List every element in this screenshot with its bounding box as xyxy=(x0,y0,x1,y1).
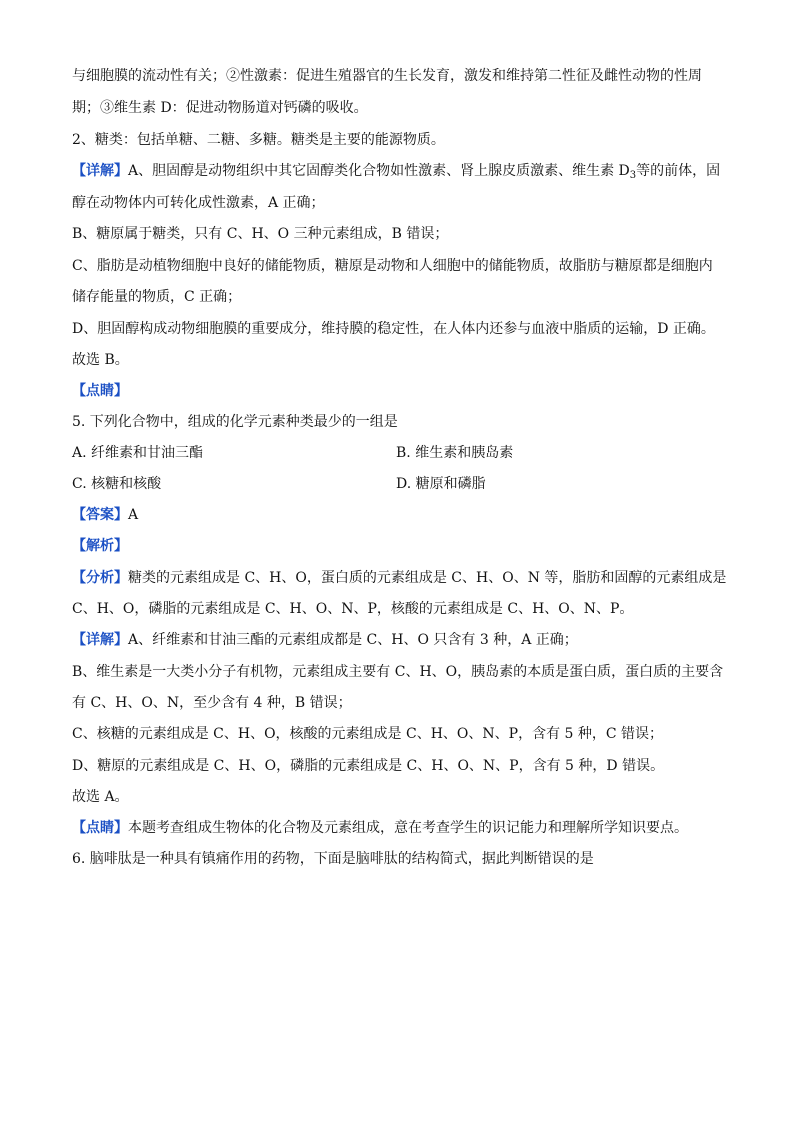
fenxi-tag: 【分析】 xyxy=(72,570,128,586)
text-line: 故选 B。 xyxy=(72,352,129,368)
answer-value: A xyxy=(128,507,139,523)
text-line: 与细胞膜的流动性有关；②性激素：促进生殖器官的生长发育，激发和维持第二性征及雌性动物的性周 xyxy=(72,68,702,84)
option-c: C. 核糖和核酸 xyxy=(72,476,162,492)
question-5: 5. 下列化合物中，组成的化学元素种类最少的一组是 xyxy=(72,414,398,430)
analysis-line xyxy=(72,536,732,556)
option-b: B. 维生素和胰岛素 xyxy=(396,445,514,461)
text-line: 期；③维生素 D：促进动物肠道对钙磷的吸收。 xyxy=(72,100,368,116)
text-line: D、胆固醇构成动物细胞膜的重要成分，维持膜的稳定性，在人体内还参与血液中脂质的运输，D 正确。 xyxy=(72,321,715,337)
tip-tag: 【点睛】 xyxy=(72,820,128,836)
text-line: 储存能量的物质，C 正确； xyxy=(72,289,242,305)
option-a: A. 纤维素和甘油三酯 xyxy=(72,445,204,461)
text-line: 故选 A。 xyxy=(72,789,129,805)
text-segment: 糖类的元素组成是 C、H、O，蛋白质的元素组成是 C、H、O、N 等，脂肪和固醇的元素组成是 xyxy=(128,570,727,586)
tip-line xyxy=(72,381,732,401)
fenxi-line xyxy=(72,568,732,588)
answer-line xyxy=(72,505,732,525)
text-line: C、H、O，磷脂的元素组成是 C、H、O、N、P，核酸的元素组成是 C、H、O、N、P。 xyxy=(72,601,634,617)
option-d: D. 糖原和磷脂 xyxy=(396,476,486,492)
text-line: 有 C、H、O、N，至少含有 4 种，B 错误； xyxy=(72,695,352,711)
text-line: C、核糖的元素组成是 C、H、O，核酸的元素组成是 C、H、O、N、P，含有 5 种，C 错误； xyxy=(72,726,664,742)
analysis-tag: 【解析】 xyxy=(72,538,128,554)
answer-tag: 【答案】 xyxy=(72,507,128,523)
text-segment: 本题考查组成生物体的化合物及元素组成，意在考查学生的识记能力和理解所学知识要点。 xyxy=(128,820,688,836)
detail-line xyxy=(72,630,732,650)
text-line: 2、糖类：包括单糖、二糖、多糖。糖类是主要的能源物质。 xyxy=(72,132,445,148)
question-6: 6. 脑啡肽是一种具有镇痛作用的药物，下面是脑啡肽的结构简式，据此判断错误的是 xyxy=(72,851,594,867)
tip-tag: 【点睛】 xyxy=(72,383,128,399)
text-segment: 等的前体，固 xyxy=(636,163,721,179)
subscript: 3 xyxy=(629,170,637,181)
detail-tag: 【详解】 xyxy=(72,163,128,179)
detail-line xyxy=(72,161,732,181)
text-line: 醇在动物体内可转化成性激素，A 正确； xyxy=(72,195,325,211)
text-line: B、维生素是一大类小分子有机物，元素组成主要有 C、H、O，胰岛素的本质是蛋白质，蛋白质的主要含 xyxy=(72,664,724,680)
tip-line xyxy=(72,818,732,838)
detail-tag: 【详解】 xyxy=(72,632,128,648)
text-line: D、糖原的元素组成是 C、H、O，磷脂的元素组成是 C、H、O、N、P，含有 5 种，D 错误。 xyxy=(72,758,665,774)
text-line: C、脂肪是动植物细胞中良好的储能物质，糖原是动物和人细胞中的储能物质，故脂肪与糖原都是细胞内 xyxy=(72,258,713,274)
text-line: B、糖原属于糖类，只有 C、H、O 三种元素组成，B 错误； xyxy=(72,226,449,242)
text-segment: A、纤维素和甘油三酯的元素组成都是 C、H、O 只含有 3 种，A 正确； xyxy=(128,632,578,648)
text-segment: A、胆固醇是动物组织中其它固醇类化合物如性激素、肾上腺皮质激素、维生素 D xyxy=(128,163,630,179)
